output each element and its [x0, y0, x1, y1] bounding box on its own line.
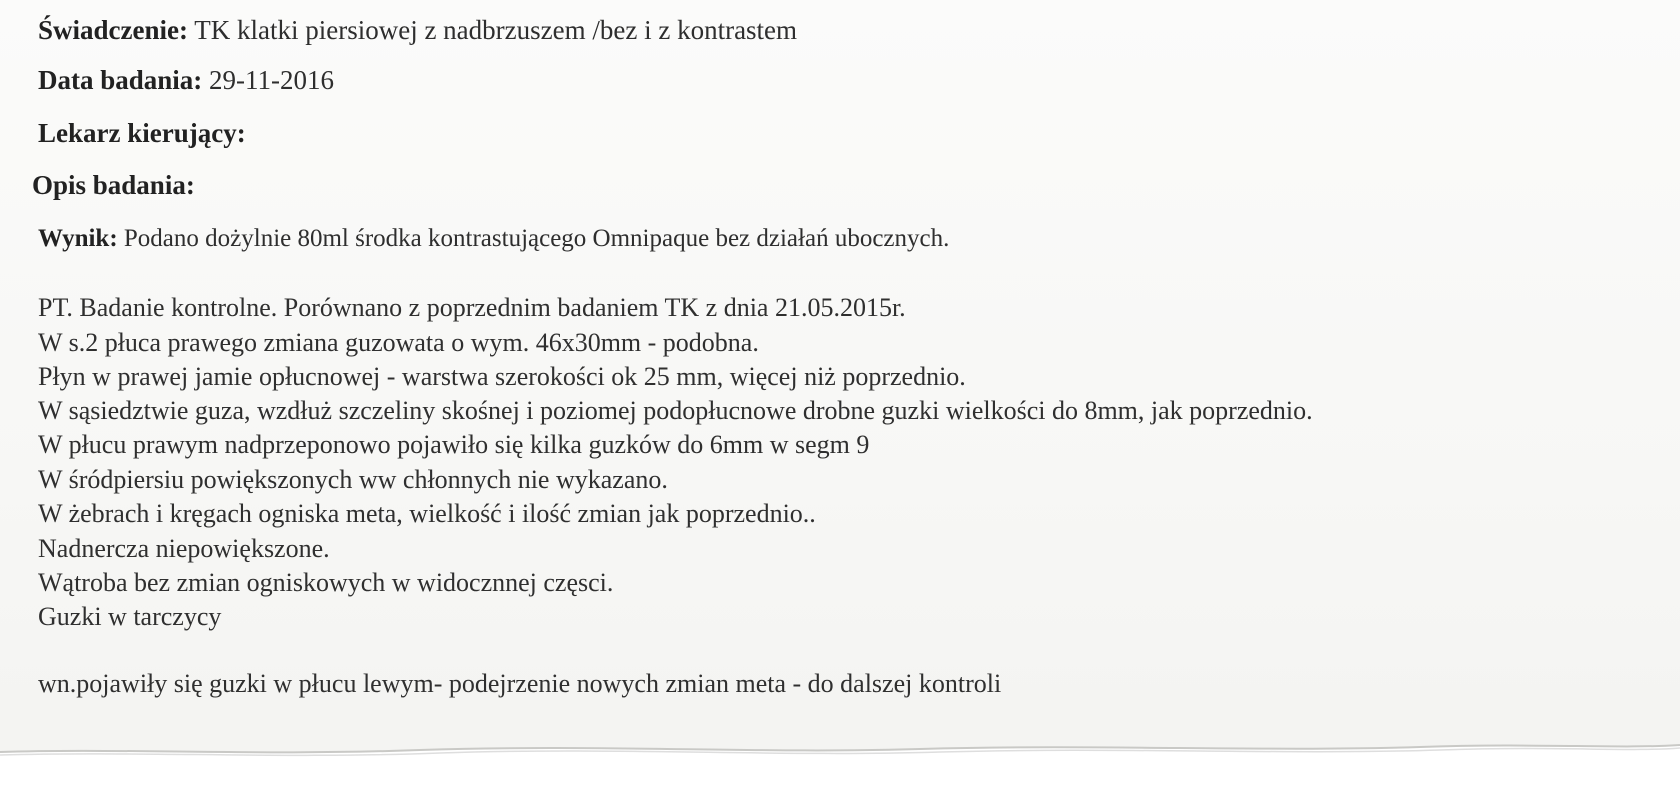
finding-line: Wątroba bez zmian ogniskowych w widocznnej częsci.	[38, 568, 614, 597]
service-value: TK klatki piersiowej z nadbrzuszem /bez i z kontrastem	[194, 15, 798, 45]
doctor-row	[38, 117, 246, 149]
result-label: Wynik:	[38, 225, 118, 252]
finding-line: W żebrach i kręgach ogniska meta, wielkość i ilość zmian jak poprzednio..	[38, 499, 816, 528]
date-value: 29-11-2016	[209, 65, 335, 95]
description-row	[32, 169, 195, 201]
torn-paper-edge	[0, 730, 1680, 806]
finding-line: Nadnercza niepowiększone.	[38, 534, 330, 563]
finding-line: W płucu prawym nadprzeponowo pojawiło się kilka guzków do 6mm w segm 9	[38, 430, 870, 459]
finding-line: Płyn w prawej jamie opłucnowej - warstwa szerokości ok 25 mm, więcej niż poprzednio.	[38, 362, 966, 391]
result-text: Podano dożylnie 80ml środka kontrastującego Omnipaque bez działań ubocznych.	[123, 225, 950, 252]
description-label: Opis badania:	[32, 170, 195, 200]
finding-line: W s.2 płuca prawego zmiana guzowata o wym. 46x30mm - podobna.	[38, 328, 759, 357]
finding-line: W sąsiedztwie guza, wzdłuż szczeliny skośnej i poziomej podopłucnowe drobne guzki wielkości do 8mm, jak poprzednio.	[38, 396, 1313, 425]
finding-line: Guzki w tarczycy	[38, 602, 222, 631]
finding-line: PT. Badanie kontrolne. Porównano z poprzednim badaniem TK z dnia 21.05.2015r.	[38, 293, 906, 322]
date-row	[38, 64, 334, 96]
result-row	[38, 223, 949, 255]
conclusion-line: wn.pojawiły się guzki w płucu lewym- podejrzenie nowych zmian meta - do dalszej kontroli	[38, 669, 1002, 698]
date-label: Data badania:	[38, 65, 203, 95]
service-label: Świadczenie:	[38, 15, 188, 45]
finding-line: W śródpiersiu powiększonych ww chłonnych nie wykazano.	[38, 465, 668, 494]
doctor-label: Lekarz kierujący:	[38, 118, 246, 148]
service-row	[38, 14, 797, 46]
